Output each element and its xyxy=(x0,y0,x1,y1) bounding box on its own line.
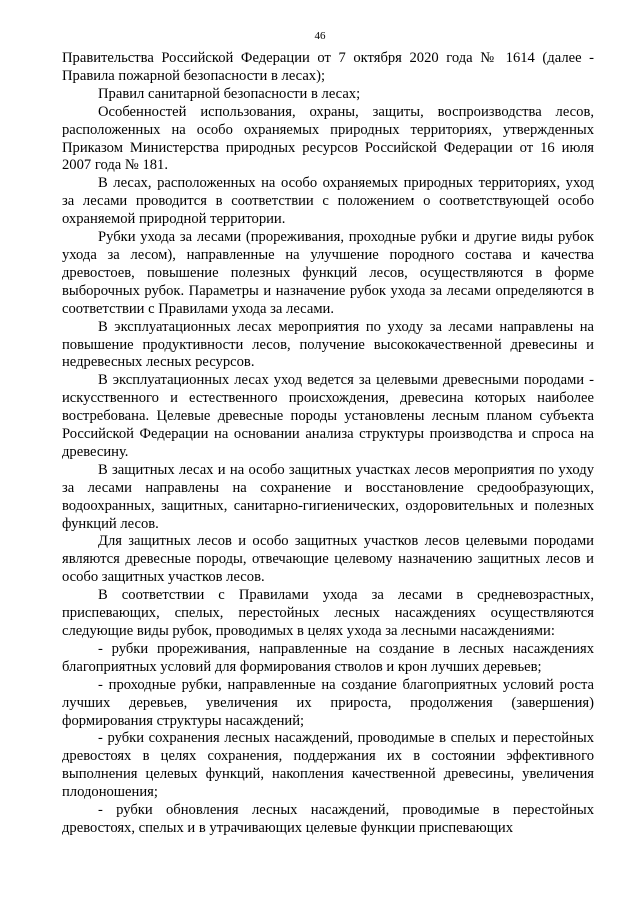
paragraph: Особенностей использования, охраны, защиты, воспроизводства лесов, расположенных на особо охраняемых природных территориях, утвержденных Приказом Министерства природных ресурсов Российской Федерации от 16 июля 2007 года № 181. xyxy=(62,103,594,174)
list-item: - рубки прореживания, направленные на создание в лесных насаждениях благоприятных условий для формирования стволов и крон лучших деревьев; xyxy=(62,640,594,675)
paragraph: В соответствии с Правилами ухода за лесами в средневозрастных, приспевающих, спелых, перестойных лесных насаждениях осуществляются следующие виды рубок, проводимых в целях ухода за лесными насаждениями: xyxy=(62,587,594,639)
list-item: - проходные рубки, направленные на создание благоприятных условий роста лучших деревьев, увеличения их прироста, продолжения (завершения) формирования структуры насаждений; xyxy=(62,676,594,729)
paragraph: В защитных лесах и на особо защитных участках лесов мероприятия по уходу за лесами направлены на сохранение и восстановление средообразующих, водоохранных, защитных, санитарно-гигиенических, оздоровительных и полезных функций лесов. xyxy=(62,461,594,532)
paragraph-continuation: Правительства Российской Федерации от 7 октября 2020 года № 1614 (далее - Правила пожарной безопасности в лесах); xyxy=(62,50,594,84)
paragraph: Рубки ухода за лесами (прореживания, проходные рубки и другие виды рубок ухода за лесом), направленные на улучшение породного состава и качества древостоев, повышение полезных функций лесов, осуществляются в форме выборочных рубок. Параметры и назначение рубок ухода за лесами определяются в соответствии с Правилами ухода за лесами. xyxy=(62,229,594,317)
paragraph: В эксплуатационных лесах уход ведется за целевыми древесными породами - искусственного и естественного происхождения, древесина которых наиболее востребована. Целевые древесные породы установлены лесным планом субъекта Российской Федерации на основании анализа структуры производства и спроса на древесину. xyxy=(62,372,594,460)
body-text xyxy=(62,50,594,838)
list-item: - рубки сохранения лесных насаждений, проводимые в спелых и перестойных древостоях в целях сохранения, поддержания их в состоянии эффективного выполнения целевых функций, накопления качественной древесины, увеличения плодоношения; xyxy=(62,730,594,801)
paragraph: Правил санитарной безопасности в лесах; xyxy=(98,85,361,102)
paragraph: В эксплуатационных лесах мероприятия по уходу за лесами направлены на повышение продуктивности лесов, получение высококачественной древесины и недревесных лесных ресурсов. xyxy=(62,318,594,371)
page-number: 46 xyxy=(314,30,326,42)
paragraph: В лесах, расположенных на особо охраняемых природных территориях, уход за лесами проводится в соответствии с положением о соответствующей особо охраняемой природной территории. xyxy=(62,175,594,228)
paragraph: Для защитных лесов и особо защитных участков лесов целевыми породами являются древесные породы, отвечающие целевому назначению защитных лесов и особо защитных участков лесов. xyxy=(62,533,594,586)
list-item: - рубки обновления лесных насаждений, проводимые в перестойных древостоях, спелых и в утрачивающих целевые функции приспевающих xyxy=(62,802,594,836)
